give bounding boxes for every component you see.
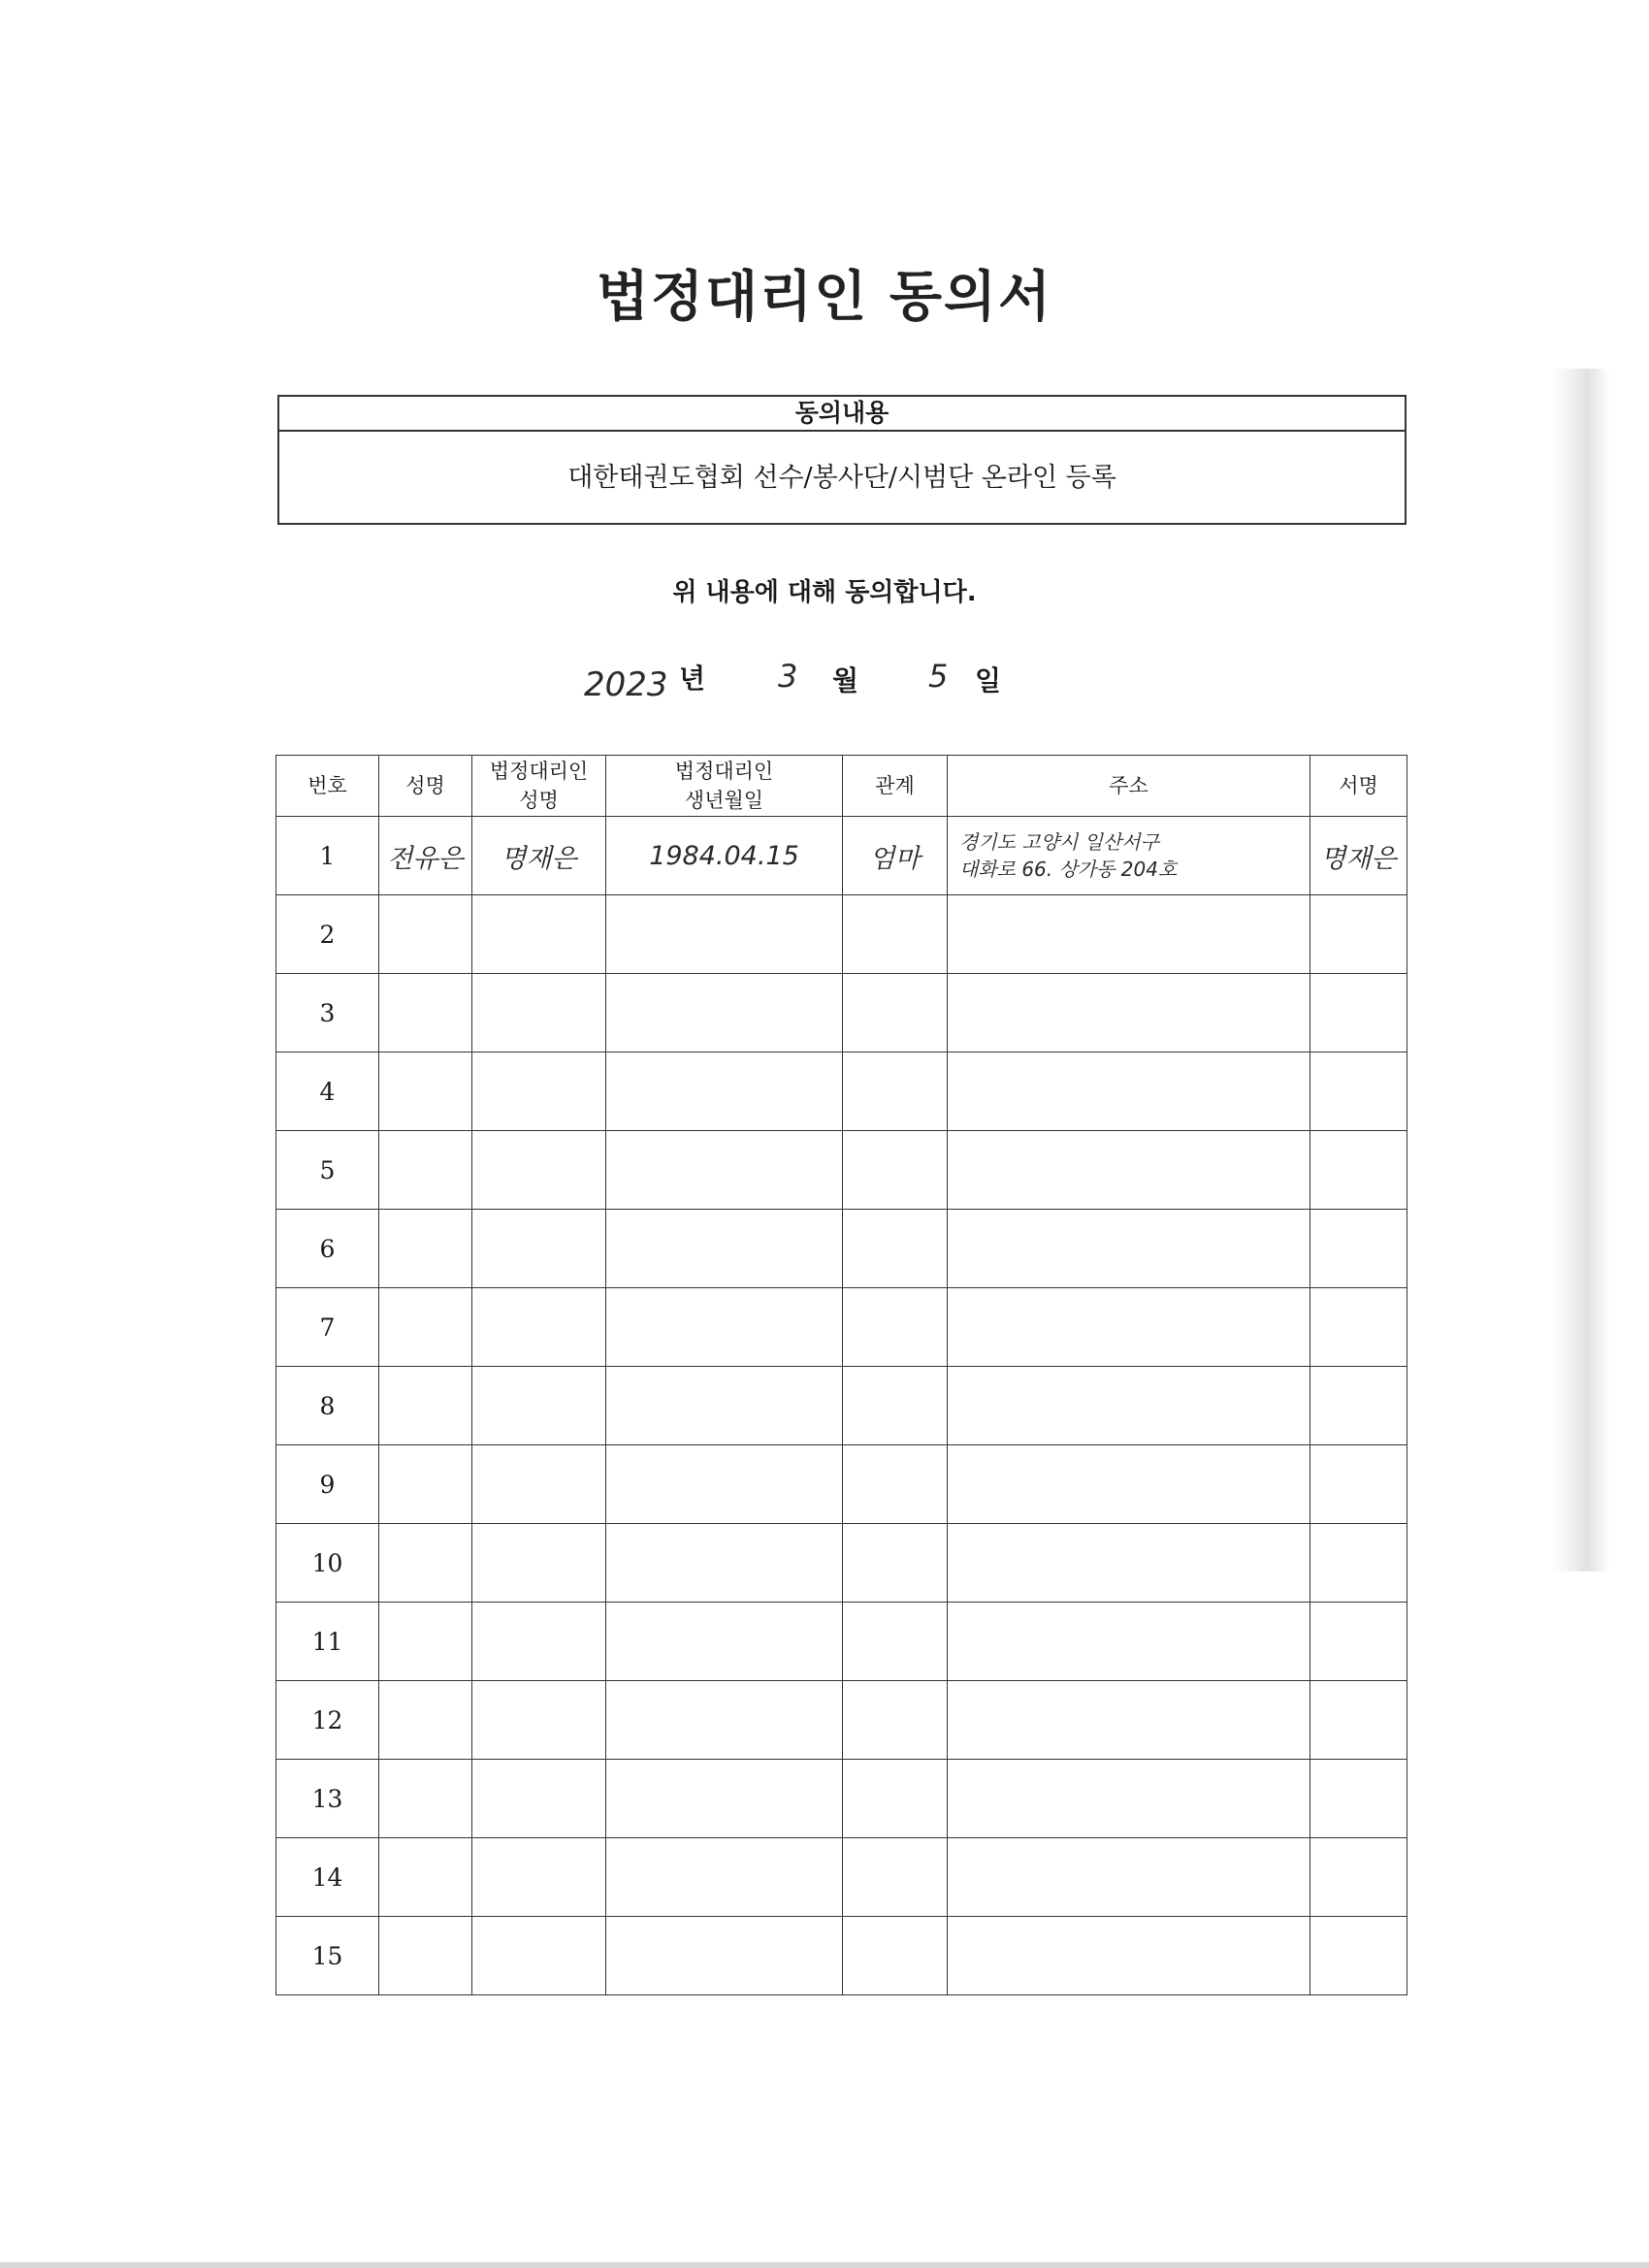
- cell-address: [948, 1367, 1310, 1445]
- cell-address: [948, 1288, 1310, 1367]
- table-row: [276, 1760, 1407, 1838]
- cell-relation: [843, 1524, 948, 1603]
- table-row: [276, 817, 1407, 895]
- cell-name: [379, 1838, 472, 1917]
- table-row: [276, 1445, 1407, 1524]
- cell-name: [379, 1681, 472, 1760]
- cell-address: [948, 974, 1310, 1053]
- cell-name: 전유은: [379, 817, 472, 895]
- cell-guardian-name: [472, 1210, 606, 1288]
- cell-guardian-birth: [606, 1603, 843, 1681]
- cell-relation: [843, 974, 948, 1053]
- cell-signature: [1310, 1681, 1407, 1760]
- agreement-statement: 위 내용에 대해 동의합니다.: [672, 578, 977, 607]
- cell-no: 11: [276, 1603, 379, 1681]
- cell-no: 6: [276, 1210, 379, 1288]
- table-row: [276, 1210, 1407, 1288]
- cell-guardian-birth: 1984.04.15: [606, 817, 843, 895]
- header-guardian-birth-line2: 생년월일: [684, 789, 764, 812]
- cell-address: [948, 1131, 1310, 1210]
- cell-address: [948, 1838, 1310, 1917]
- cell-address: [948, 1053, 1310, 1131]
- cell-guardian-birth: [606, 1445, 843, 1524]
- date-day-value: 5: [928, 658, 949, 695]
- cell-guardian-name: [472, 1838, 606, 1917]
- cell-no: 3: [276, 974, 379, 1053]
- cell-guardian-birth: [606, 1760, 843, 1838]
- scan-shadow: [1552, 369, 1610, 1571]
- cell-guardian-birth: [606, 1210, 843, 1288]
- header-signature: 서명: [1310, 756, 1407, 817]
- table-row: [276, 1131, 1407, 1210]
- cell-name: [379, 1288, 472, 1367]
- cell-guardian-name: [472, 1131, 606, 1210]
- cell-no: 15: [276, 1917, 379, 1995]
- cell-guardian-birth: [606, 1524, 843, 1603]
- scan-bottom-edge: [0, 2262, 1649, 2268]
- cell-name: [379, 1053, 472, 1131]
- table-row: [276, 1524, 1407, 1603]
- cell-guardian-name: [472, 1367, 606, 1445]
- cell-signature: [1310, 1445, 1407, 1524]
- header-name: 성명: [379, 756, 472, 817]
- consent-box: [277, 395, 1406, 525]
- header-guardian-name: [472, 756, 606, 817]
- cell-relation: [843, 1053, 948, 1131]
- header-relation: 관계: [843, 756, 948, 817]
- cell-guardian-birth: [606, 895, 843, 974]
- cell-guardian-birth: [606, 974, 843, 1053]
- cell-guardian-name: [472, 895, 606, 974]
- cell-signature: [1310, 1917, 1407, 1995]
- cell-address: [948, 817, 1310, 895]
- cell-signature: [1310, 1760, 1407, 1838]
- consent-content: 대한태권도협회 선수/봉사단/시범단 온라인 등록: [567, 463, 1116, 493]
- cell-name: [379, 1445, 472, 1524]
- table-row: [276, 895, 1407, 974]
- table-header-row: [276, 756, 1407, 817]
- cell-guardian-name: [472, 1445, 606, 1524]
- cell-relation: [843, 1367, 948, 1445]
- cell-no: 8: [276, 1367, 379, 1445]
- cell-relation: 엄마: [843, 817, 948, 895]
- cell-guardian-name: [472, 974, 606, 1053]
- cell-address: [948, 1603, 1310, 1681]
- cell-guardian-birth: [606, 1838, 843, 1917]
- cell-guardian-name: [472, 1288, 606, 1367]
- cell-guardian-name: [472, 1681, 606, 1760]
- cell-address-line2: 대화로 66. 상가동 204호: [959, 858, 1178, 881]
- date-line: [0, 652, 1649, 710]
- cell-name: [379, 1524, 472, 1603]
- cell-no: 4: [276, 1053, 379, 1131]
- cell-signature: [1310, 1603, 1407, 1681]
- cell-address: [948, 1210, 1310, 1288]
- table-row: [276, 1917, 1407, 1995]
- cell-relation: [843, 1288, 948, 1367]
- cell-guardian-name: [472, 1917, 606, 1995]
- cell-signature: [1310, 974, 1407, 1053]
- cell-no: 13: [276, 1760, 379, 1838]
- cell-name: [379, 1367, 472, 1445]
- cell-relation: [843, 1603, 948, 1681]
- cell-name: [379, 1131, 472, 1210]
- cell-no: 7: [276, 1288, 379, 1367]
- cell-address: [948, 895, 1310, 974]
- cell-signature: [1310, 1288, 1407, 1367]
- guardian-table: [275, 755, 1407, 1995]
- table-row: [276, 974, 1407, 1053]
- cell-relation: [843, 1681, 948, 1760]
- cell-address: [948, 1917, 1310, 1995]
- cell-guardian-name: [472, 1524, 606, 1603]
- cell-guardian-birth: [606, 1367, 843, 1445]
- cell-signature: [1310, 1210, 1407, 1288]
- header-no: 번호: [276, 756, 379, 817]
- table-row: [276, 1288, 1407, 1367]
- cell-guardian-name: [472, 1760, 606, 1838]
- header-address: 주소: [948, 756, 1310, 817]
- cell-relation: [843, 1445, 948, 1524]
- cell-name: [379, 974, 472, 1053]
- cell-name: [379, 1210, 472, 1288]
- cell-guardian-birth: [606, 1288, 843, 1367]
- cell-name: [379, 1603, 472, 1681]
- date-year-label: 년: [679, 663, 706, 695]
- cell-no: 2: [276, 895, 379, 974]
- cell-signature: [1310, 1131, 1407, 1210]
- cell-relation: [843, 1838, 948, 1917]
- cell-signature: [1310, 1524, 1407, 1603]
- cell-relation: [843, 1760, 948, 1838]
- cell-guardian-birth: [606, 1917, 843, 1995]
- cell-guardian-name: 명재은: [472, 817, 606, 895]
- date-month-value: 3: [778, 658, 798, 695]
- cell-no: 9: [276, 1445, 379, 1524]
- cell-no: 14: [276, 1838, 379, 1917]
- cell-signature: [1310, 1838, 1407, 1917]
- cell-relation: [843, 1210, 948, 1288]
- cell-address-line1: 경기도 고양시 일산서구: [959, 830, 1159, 854]
- header-guardian-name-line2: 성명: [519, 789, 559, 812]
- cell-signature: [1310, 1053, 1407, 1131]
- document-title: 법정대리인 동의서: [596, 266, 1053, 329]
- cell-address: [948, 1681, 1310, 1760]
- cell-guardian-birth: [606, 1053, 843, 1131]
- cell-no: 12: [276, 1681, 379, 1760]
- cell-name: [379, 1760, 472, 1838]
- header-guardian-name-line1: 법정대리인: [489, 760, 589, 783]
- table-row: [276, 1681, 1407, 1760]
- cell-signature: 명재은: [1310, 817, 1407, 895]
- cell-address: [948, 1524, 1310, 1603]
- cell-no: 1: [276, 817, 379, 895]
- cell-signature: [1310, 895, 1407, 974]
- cell-signature: [1310, 1367, 1407, 1445]
- cell-address: [948, 1445, 1310, 1524]
- header-guardian-birth-line1: 법정대리인: [674, 760, 774, 783]
- consent-header: 동의내용: [279, 397, 1405, 432]
- cell-guardian-birth: [606, 1131, 843, 1210]
- table-row: [276, 1603, 1407, 1681]
- cell-name: [379, 895, 472, 974]
- table-row: [276, 1838, 1407, 1917]
- cell-no: 5: [276, 1131, 379, 1210]
- cell-guardian-name: [472, 1053, 606, 1131]
- cell-guardian-birth: [606, 1681, 843, 1760]
- date-year-value: 2023: [584, 665, 668, 704]
- cell-guardian-name: [472, 1603, 606, 1681]
- table-row: [276, 1367, 1407, 1445]
- cell-no: 10: [276, 1524, 379, 1603]
- cell-relation: [843, 895, 948, 974]
- cell-relation: [843, 1131, 948, 1210]
- date-day-label: 일: [975, 664, 1002, 697]
- cell-name: [379, 1917, 472, 1995]
- header-guardian-birth: [606, 756, 843, 817]
- cell-relation: [843, 1917, 948, 1995]
- cell-address: [948, 1760, 1310, 1838]
- date-month-label: 월: [832, 664, 859, 697]
- table-row: [276, 1053, 1407, 1131]
